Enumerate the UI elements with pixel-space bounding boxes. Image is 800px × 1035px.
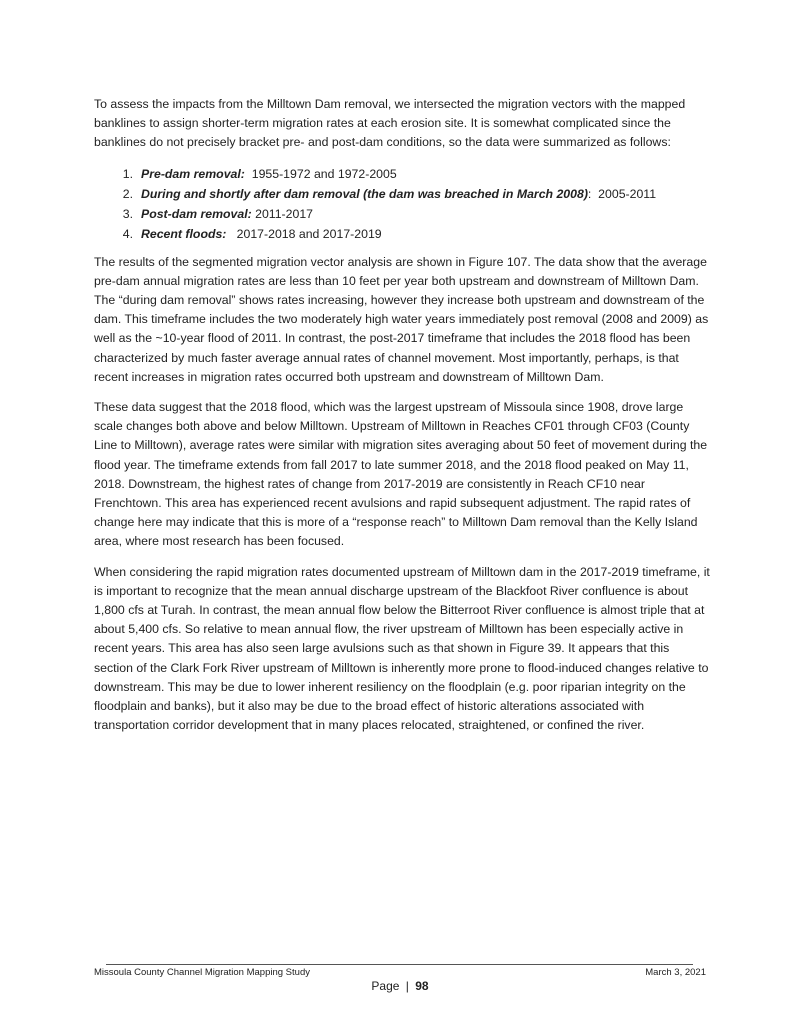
flood-paragraph: These data suggest that the 2018 flood, which was the largest upstream of Missoula since 1908, drove large scale changes both above and below Milltown. Upstream of Milltown in Reaches CF01 through CF03 (County Line to Milltown), average rates were similar with migration sites averaging about 50 feet of movement during the flood year. The timeframe extends from fall 2017 to late summer 2018, and the 2018 flood peaked on May 11, 2018. Downstream, the highest rates of change from 2017-2019 are consistently in Reach CF10 near Frenchtown. This area has experienced recent avulsions and rapid subsequent adjustment. The rapid rates of change here may indicate that this is more of a “response reach” to Milltown Dam removal than the Kelly Island area, where most research has been focused.	[94, 400, 708, 549]
body-content	[94, 95, 710, 746]
list-item-text: 2017-2018 and 2017-2019	[226, 226, 382, 241]
page-number	[0, 979, 800, 993]
list-item-number: 1.	[122, 166, 133, 181]
page-label: Page	[371, 979, 400, 993]
list-item-number: 2.	[122, 186, 133, 201]
list-item	[94, 224, 710, 244]
footer-document-title: Missoula County Channel Migration Mapping Study	[94, 967, 310, 978]
list-item-number: 4.	[122, 226, 133, 241]
footer-divider	[106, 964, 693, 965]
list-item-text: 2011-2017	[251, 206, 314, 221]
list-item-text: : 2005-2011	[587, 186, 657, 201]
page-number-value: 98	[415, 979, 429, 993]
footer-date: March 3, 2021	[645, 967, 706, 978]
page-separator: |	[405, 979, 409, 993]
list-item	[94, 164, 710, 184]
list-item-text: 1955-1972 and 1972-2005	[244, 166, 397, 181]
intro-paragraph: To assess the impacts from the Milltown Dam removal, we intersected the migration vectors with the mapped banklines to assign shorter-term migration rates at each erosion site. It is somewhat complicated since the banklines do not precisely bracket pre- and post-dam conditions, so the data were summarized as follows:	[94, 97, 686, 150]
list-item-label: Post-dam removal:	[141, 206, 252, 221]
list-item-label: Recent floods:	[141, 226, 227, 241]
list-item-label: During and shortly after dam removal (the dam was breached in March 2008)	[141, 186, 588, 201]
list-item-label: Pre-dam removal:	[141, 166, 245, 181]
list-item	[94, 184, 710, 204]
timeframe-list	[94, 164, 710, 244]
results-paragraph: The results of the segmented migration vector analysis are shown in Figure 107. The data show that the average pre-dam annual migration rates are less than 10 feet per year both upstream and downstream of Milltown Dam. The “during dam removal” shows rates increasing, however they increase both upstream and downstream of the dam. This timeframe includes the two moderately high water years immediately post removal (2008 and 2009) as well as the ~10-year flood of 2011. In contrast, the post-2017 timeframe that includes the 2018 flood has been characterized by much faster average annual rates of channel movement. Most importantly, perhaps, is that recent increases in migration rates occurred both upstream and downstream of Milltown Dam.	[94, 254, 709, 384]
list-item	[94, 204, 710, 224]
discharge-paragraph: When considering the rapid migration rates documented upstream of Milltown dam in the 2017-2019 timeframe, it is important to recognize that the mean annual discharge upstream of the Blackfoot River confluence is about 1,800 cfs at Turah. In contrast, the mean annual flow below the Bitterroot River confluence is almost triple that at about 5,400 cfs. So relative to mean annual flow, the river upstream of Milltown has been especially active in recent years. This area has also seen large avulsions such as that shown in Figure 39. It appears that this section of the Clark Fork River upstream of Milltown is inherently more prone to flood-induced changes relative to downstream. This may be due to lower inherent resiliency on the floodplain (e.g. poor riparian integrity on the floodplain and banks), but it also may be due to the broad effect of historic alterations associated with transportation corridor development that in many places relocated, straightened, or confined the river.	[94, 564, 710, 733]
list-item-number: 3.	[122, 206, 133, 221]
